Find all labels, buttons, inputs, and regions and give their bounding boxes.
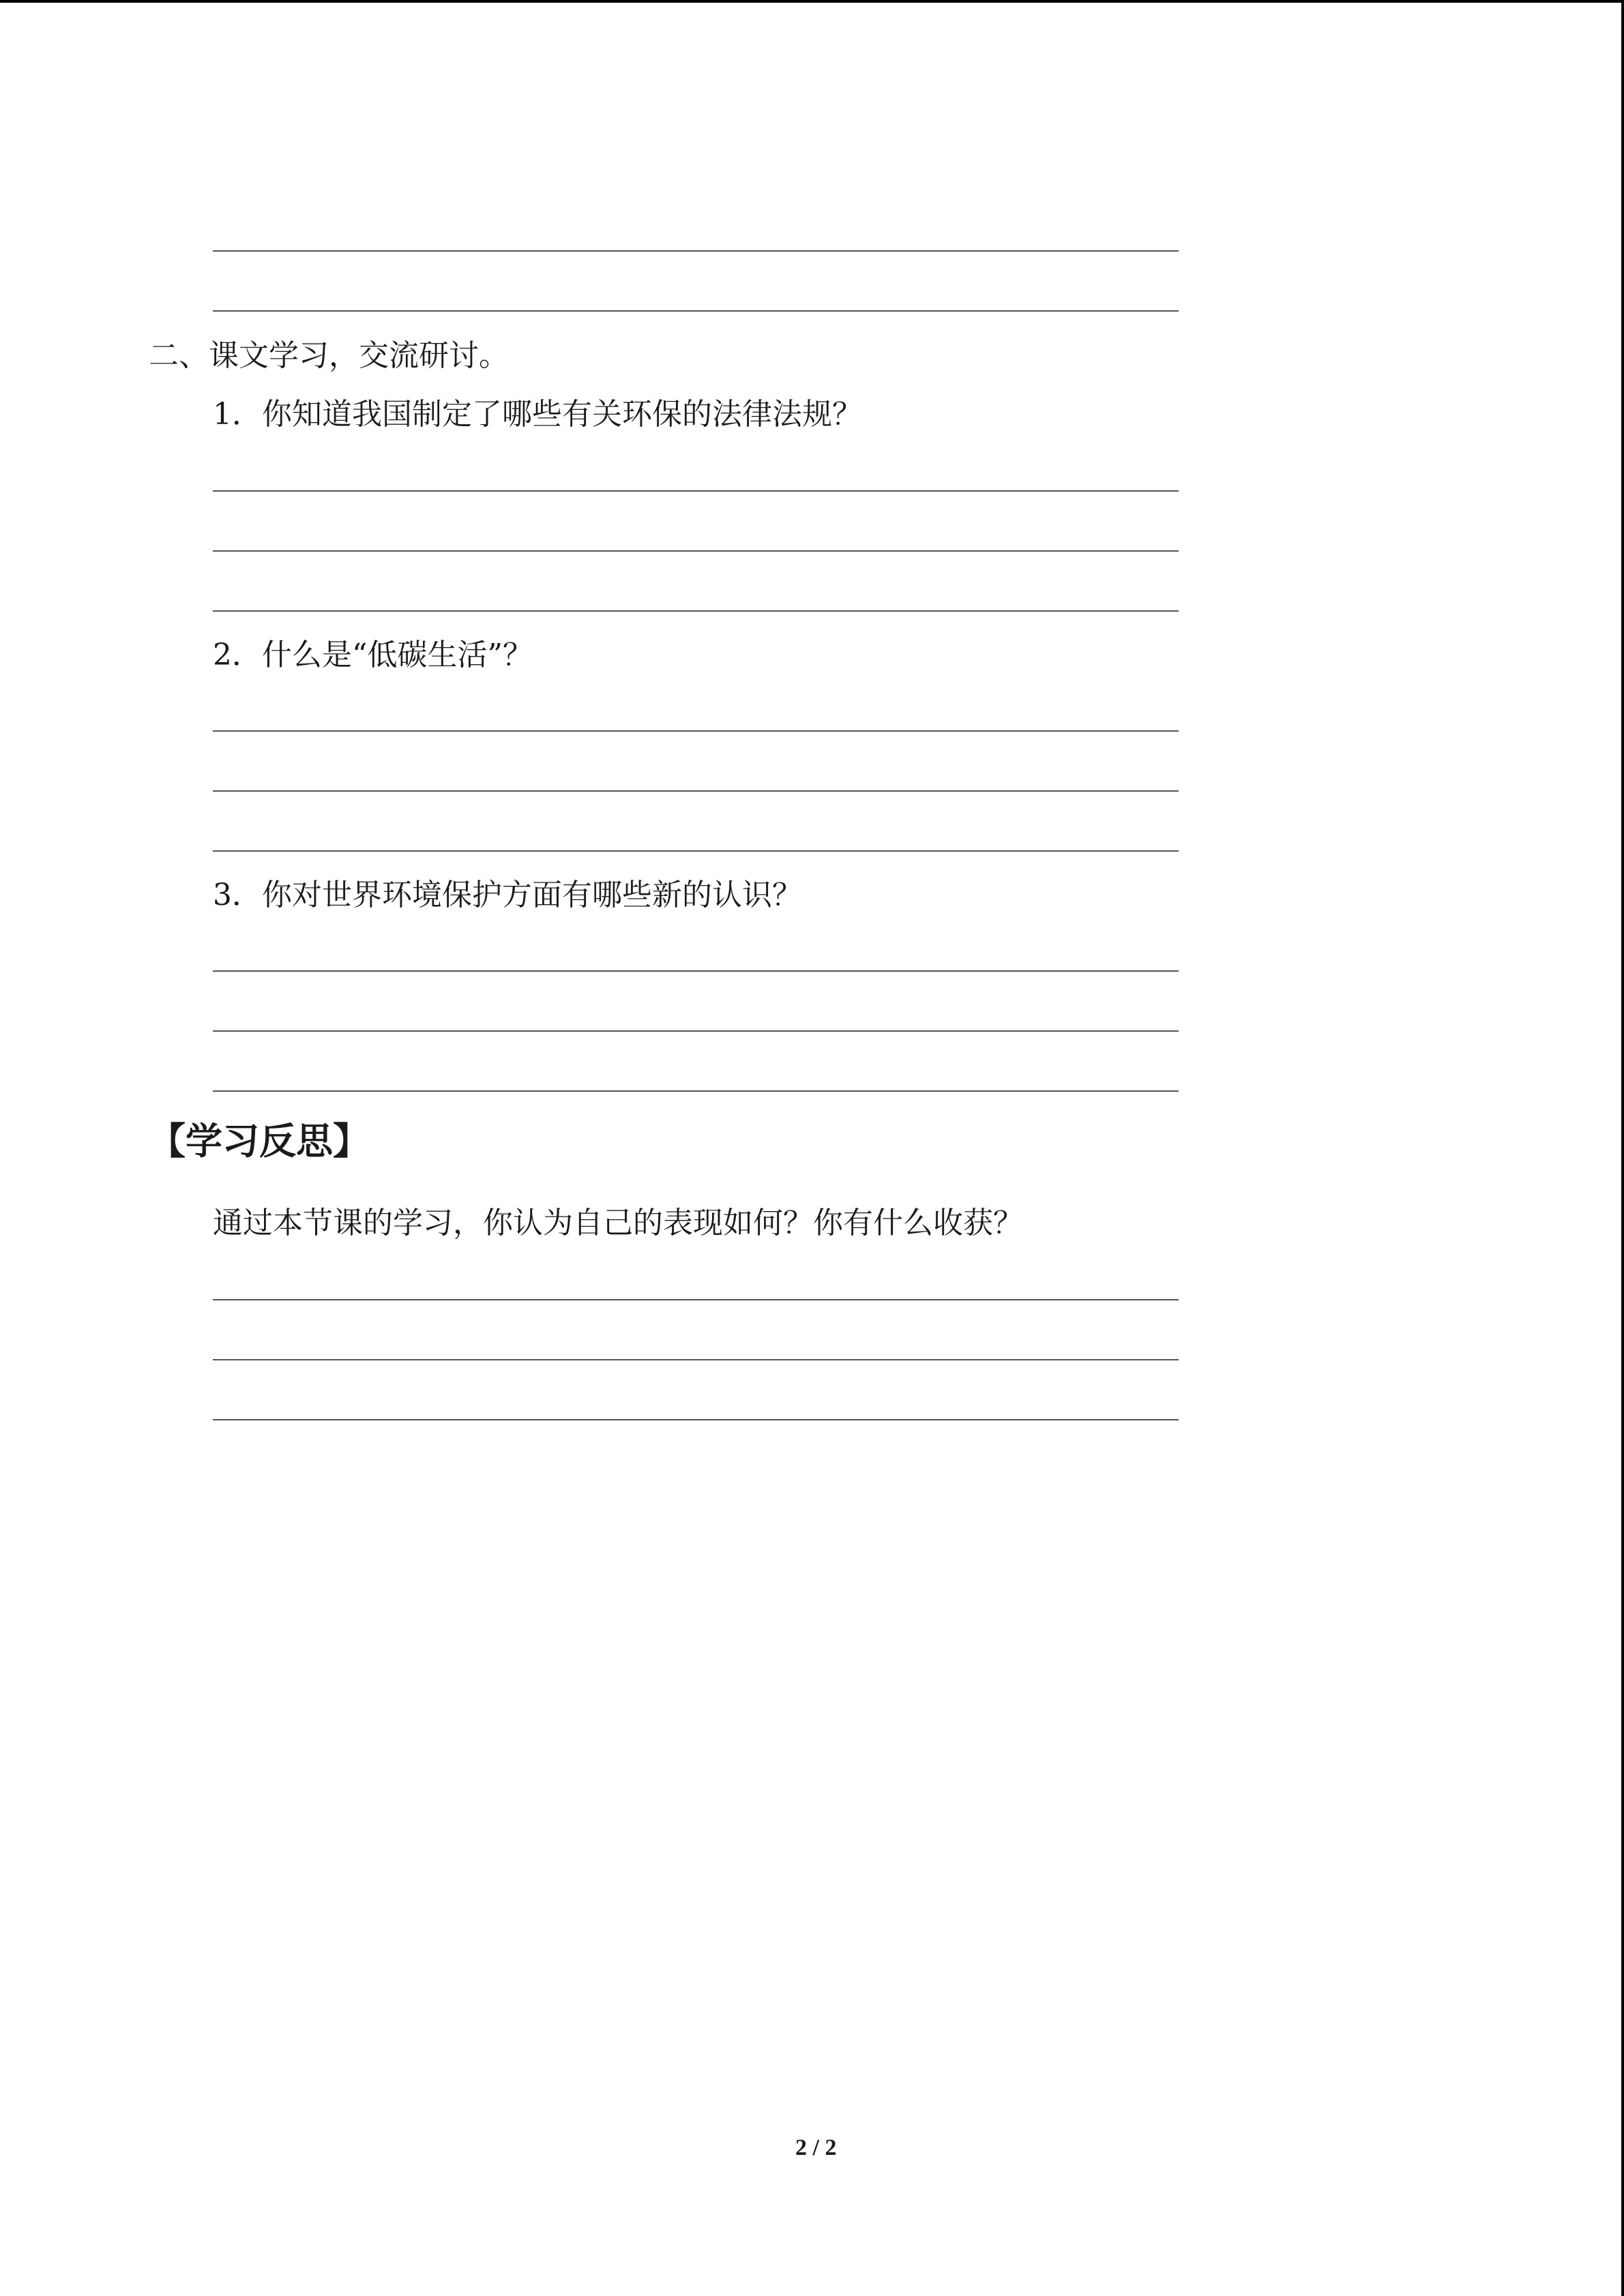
answer-line	[213, 1030, 1179, 1032]
answer-line	[213, 1299, 1179, 1300]
question-1: 1．你知道我国制定了哪些有关环保的法律法规？	[213, 397, 862, 432]
answer-line	[213, 490, 1179, 492]
reflection-heading: 【学习反思】	[149, 1120, 370, 1163]
answer-line	[213, 610, 1179, 612]
answer-line	[213, 1419, 1179, 1420]
answer-line	[213, 1090, 1179, 1092]
answer-line	[213, 250, 1179, 252]
answer-line	[213, 730, 1179, 732]
section-two-title: 二、课文学习，交流研讨。	[149, 338, 509, 373]
answer-line	[213, 1359, 1179, 1360]
reflection-prompt: 通过本节课的学习，你认为自己的表现如何？你有什么收获？	[213, 1206, 1023, 1240]
answer-line	[213, 970, 1179, 972]
answer-line	[213, 790, 1179, 792]
answer-line	[213, 850, 1179, 852]
question-2: 2．什么是“低碳生活”？	[213, 638, 533, 672]
answer-line	[213, 550, 1179, 552]
question-3: 3．你对世界环境保护方面有哪些新的认识？	[213, 878, 802, 912]
page-number: 2 / 2	[795, 2135, 837, 2160]
answer-line	[213, 310, 1179, 312]
